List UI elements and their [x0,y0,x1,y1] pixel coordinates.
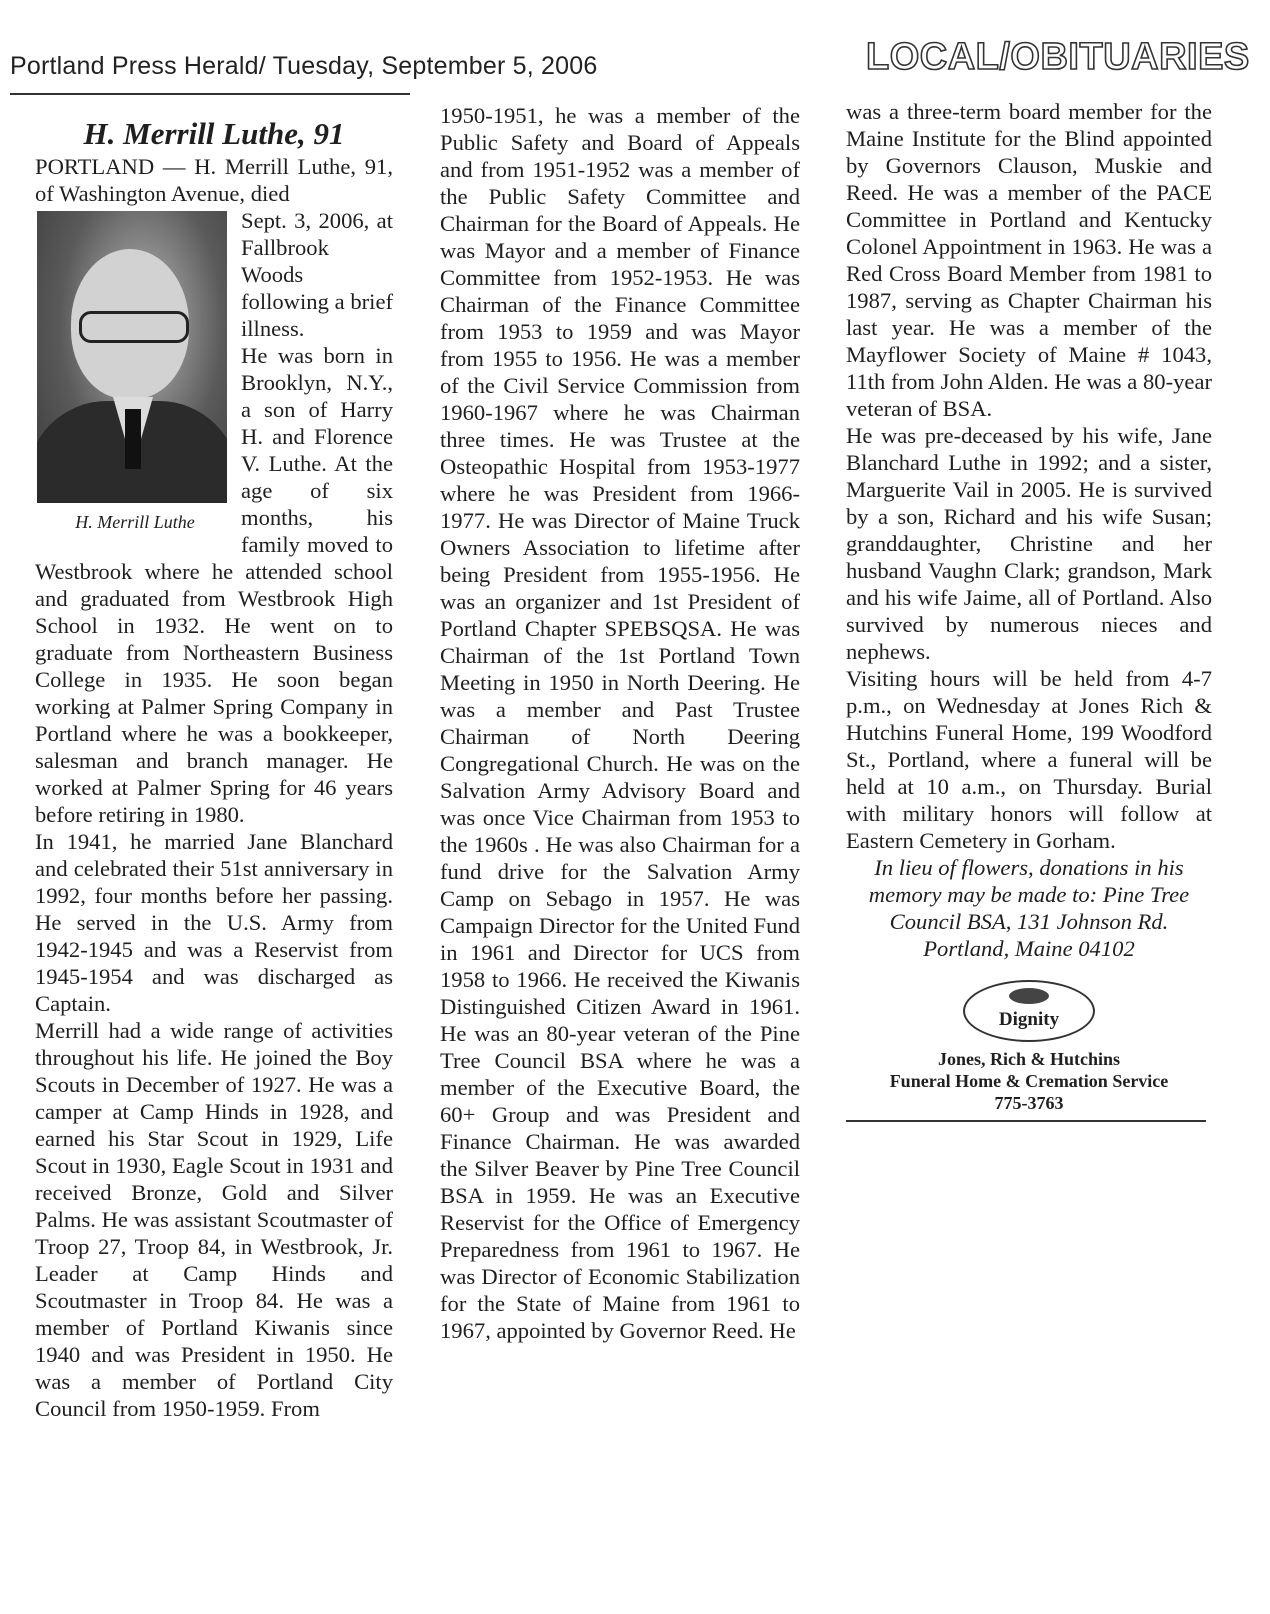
column-1 [35,105,393,1595]
lead-remainder: Sept. 3, 2006, at Fallbrook Woods following a brief illness. [241,208,393,341]
portrait-photo [37,211,227,503]
paragraph: In 1941, he married Jane Blanchard and celebrated their 51st anniversary in 1992, four months before her passing. He served in the U.S. Army from 1942-1945 and was a Reservist from 1945-1954 and was discharged as Captain. [35,829,393,1016]
donation-line: Council BSA, 131 Johnson Rd. [889,909,1169,934]
paragraph: was a three-term board member for the Maine Institute for the Blind appointed by Governors Clauson, Muskie and Reed. He was a member of the PACE Committee in Portland and Kentucky Colonel Appointment in 1963. He was a Red Cross Board Member from 1981 to 1987, serving as Chapter Chairman his last year. He was a member of the Mayflower Society of Maine # 1043, 11th from John Alden. He was a 80-year veteran of BSA. [846,99,1212,421]
funeral-home-name: Jones, Rich & Hutchins [937,1049,1121,1069]
lead-first-part: PORTLAND — H. Merrill Luthe, 91, of Washington Avenue, died [35,154,393,206]
funeral-home-phone: 775-3763 [994,1093,1064,1113]
photo-caption: H. Merrill Luthe [75,512,195,532]
photo-block [35,211,235,536]
paragraph: He was born in Brooklyn, N.Y., a son of Harry H. and Florence V. Luthe. At the age of six months, his family moved to Westbrook where he attended school and graduated from Westbrook High School in 1932. He went on to graduate from Northeastern Business College in 1935. He soon began working at Palmer Spring Company in Portland where he was a bookkeeper, salesman and branch manager. He worked at Palmer Spring for 46 years before retiring in 1980. [35,343,393,827]
masthead-rule [10,93,410,95]
column-3 [846,98,1212,1588]
section-title: LOCAL/OBITUARIES [866,36,1250,78]
end-rule [846,1120,1206,1122]
funeral-home-service: Funeral Home & Cremation Service [889,1071,1169,1091]
masthead-date-line: Portland Press Herald/ Tuesday, September 5, 2006 [10,52,598,80]
tree-icon [1009,988,1049,1004]
paragraph: 1950-1951, he was a member of the Public Safety and Board of Appeals and from 1951-1952 was a member of the Public Safety Committee and Chairman for the Board of Appeals. He was Mayor and a member of Finance Committee from 1952-1953. He was Chairman of the Finance Committee from 1953 to 1959 and was Mayor from 1955 to 1956. He was a member of the Civil Service Commission from 1960-1967 where he was Chairman three times. He was Trustee at the Osteopathic Hospital from 1953-1977 where he was President from 1966-1977. He was Director of Maine Truck Owners Association to lifetime after being President from 1955-1956. He was an organizer and 1st President of Portland Chapter SPEBSQSA. He was Chairman of the 1st Portland Town Meeting in 1950 in North Deering. He was a member and Past Trustee Chairman of North Deering Congregational Church. He was on the Salvation Army Advisory Board and was once Vice Chairman from 1953 to the 1960s . He was also Chairman for a fund drive for the Salvation Army Camp on Sebago in 1957. He was Campaign Director for the United Fund in 1961 and Director for UCS from 1958 to 1966. He received the Kiwanis Distinguished Citizen Award in 1961. He was an 80-year veteran of the Pine Tree Council BSA where he was a member of the Executive Board, the 60+ Group and was President and Finance Chairman. He was awarded the Silver Beaver by Pine Tree Council BSA in 1959. He was an Executive Reservist for the Office of Emergency Preparedness from 1961 to 1967. He was Director of Economic Stabilization for the State of Maine from 1961 to 1967, appointed by Governor Reed. He [440,103,800,1343]
donation-line: In lieu of flowers, donations in his [874,855,1184,880]
obituary-lead [35,153,393,207]
donation-note [846,854,1212,962]
column-2 [440,102,800,1592]
funeral-home-ad [846,980,1212,1122]
obituary-name: H. Merrill Luthe, 91 [83,116,345,151]
paragraph: Visiting hours will be held from 4-7 p.m., on Wednesday at Jones Rich & Hutchins Funeral Home, 199 Woodford St., Portland, where a funeral will be held at 10 a.m., on Thursday. Burial with military honors will follow at Eastern Cemetery in Gorham. [846,666,1212,853]
donation-line: Portland, Maine 04102 [923,936,1135,961]
paragraph: Merrill had a wide range of activities throughout his life. He joined the Boy Scouts in December of 1927. He was a camper at Camp Hinds in 1928, and earned his Star Scout in 1929, Life Scout in 1930, Eagle Scout in 1931 and received Bronze, Gold and Silver Palms. He was assistant Scoutmaster of Troop 27, Troop 84, in Westbrook, Jr. Leader at Camp Hinds and Scoutmaster in Troop 84. He was a member of Portland Kiwanis since 1940 and was President in 1950. He was a member of Portland City Council from 1950-1959. From [35,1018,393,1421]
paragraph: He was pre-deceased by his wife, Jane Blanchard Luthe in 1992; and a sister, Marguerite Vail in 2005. He is survived by a son, Richard and his wife Susan; granddaughter, Christine and her husband Vaughn Clark; grandson, Mark and his wife Jaime, all of Portland. Also survived by numerous nieces and nephews. [846,423,1212,664]
logo-word: Dignity [998,1009,1060,1030]
dignity-logo [963,980,1095,1042]
donation-line: memory may be made to: Pine Tree [868,882,1190,907]
